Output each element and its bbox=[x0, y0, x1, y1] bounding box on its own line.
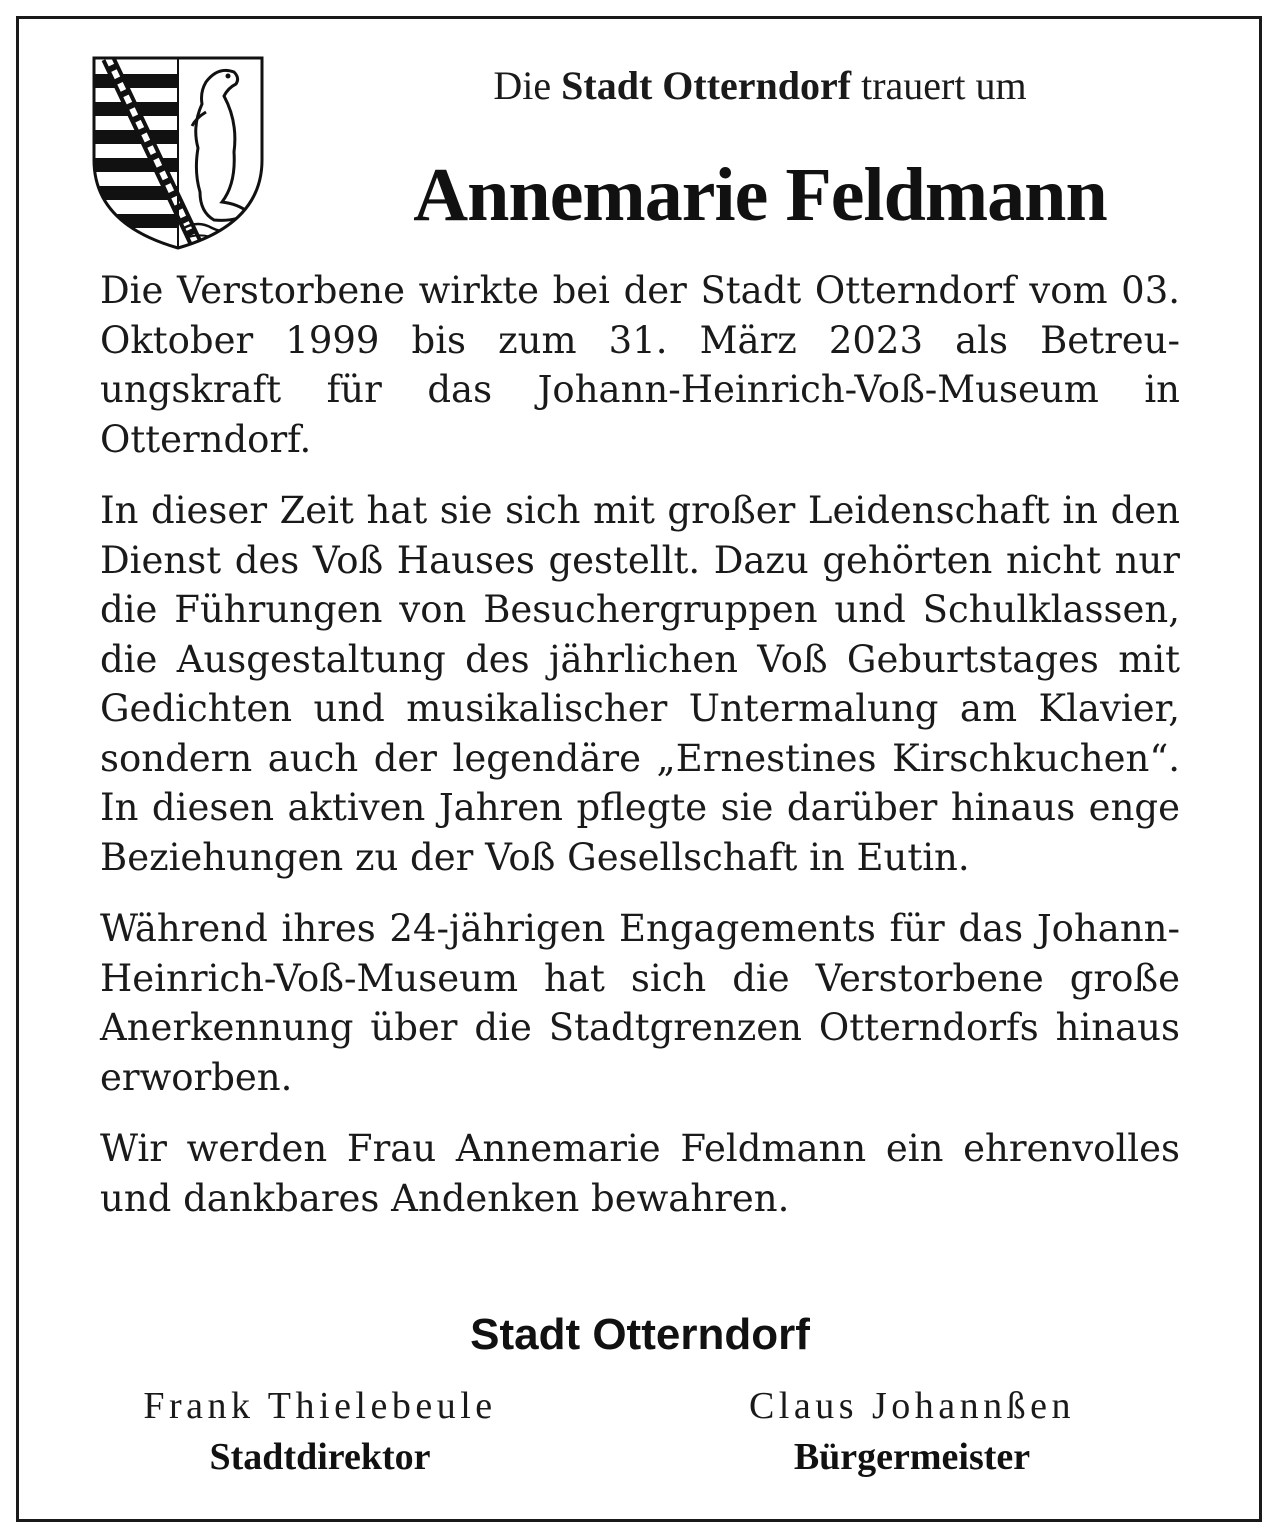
signatory-name: Claus Johannßen bbox=[748, 1385, 1076, 1427]
paragraph: Wir werden Frau Annemarie Feldmann ein ehrenvolles und dankbares Andenken bewahren. bbox=[100, 1127, 1180, 1220]
signing-org: Stadt Otterndorf bbox=[470, 1310, 810, 1359]
intro-line: Die Stadt Otterndorf trauert um bbox=[493, 63, 1027, 108]
signatory-right bbox=[682, 1383, 1142, 1485]
paragraph: In dieser Zeit hat sie sich mit großer Leidenschaft in den Dienst des Voß Hauses gestellt. Dazu gehörten nicht nur die Führungen von Besuchergruppen und Schulklassen, die Ausgestaltung des jährlichen Voß Geburtstages mit Gedichten und musikalischer Untermalung am Klavier, sondern auch der legendäre „Ernestines Kirschkuchen“. In diesen aktiven Jahren pflegte sie darüber hinaus enge Beziehungen zu der Voß Gesellschaft in Eutin. bbox=[100, 489, 1180, 879]
signatory-role: Stadtdirektor bbox=[209, 1436, 431, 1478]
intro-org: Stadt Otterndorf bbox=[561, 63, 852, 108]
signatory-role: Bürgermeister bbox=[793, 1436, 1031, 1478]
signatory-left bbox=[90, 1383, 550, 1485]
notice-body bbox=[100, 266, 1180, 1245]
paragraph: Während ihres 24-jährigen Engagements für das Johann-Heinrich-Voß-Museum hat sich die Verstorbene große Anerkennung über die Stadtgrenzen Otterndorfs hinaus erworben. bbox=[100, 907, 1180, 1099]
deceased-name: Annemarie Feldmann bbox=[413, 153, 1107, 237]
otterndorf-coat-of-arms-icon bbox=[88, 52, 268, 252]
signatory-name: Frank Thielebeule bbox=[143, 1385, 497, 1427]
paragraph: Die Verstorbene wirkte bei der Stadt Otterndorf vom 03. Oktober 1999 bis zum 31. März 2023 als Betreuungskraft für das Johann-Heinrich-Voß-Museum in Otterndorf. bbox=[100, 269, 1180, 461]
